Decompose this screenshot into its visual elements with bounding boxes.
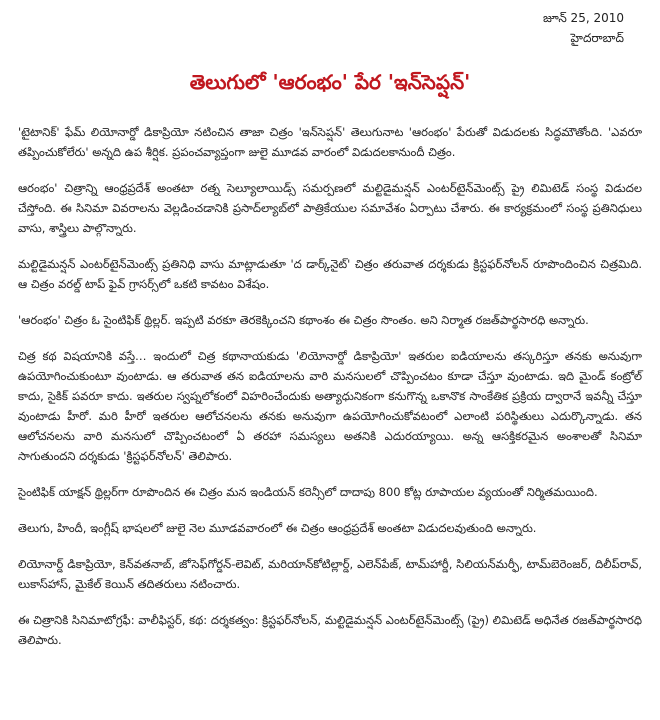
place-text: హైదరాబాద్ bbox=[570, 31, 624, 45]
article-paragraph: 'టైటానిక్' ఫేమ్ లియోనార్డో డికాప్రియో నటించిన తాజా చిత్రం 'ఇన్‌సెప్షన్' తెలుగునాట 'ఆరంభం' పేరుతో విడుదలకు సిద్ధమౌతోంది. 'ఎవరూ తప్పించుకోలేరు' అన్నది ఉప శీర్షిక. ప్రపంచవ్యాప్తంగా జులై మూడవ వారంలో విడుదలకానుందీ చిత్రం. bbox=[18, 125, 642, 159]
article-paragraph: ఆరంభం' చిత్రాన్ని ఆంధ్రప్రదేశ్ అంతటా రత్న సెల్యూలాయిడ్స్ సమర్పణలో మల్టిడైమన్షన్ ఎంటర్‌టైన్‌మెంట్స్ ప్రై లిమిటెడ్ సంస్థ విడుదల చేస్తోంది. ఈ సినిమా వివరాలను వెల్లడించడానికి ప్రసాద్‌ల్యాబ్‌లో పాత్రికేయుల సమావేశం ఏర్పాటు చేశారు. ఈ కార్యక్రమంలో సంస్థ ప్రతినిధులు వాసు, శాస్త్రిలు పాల్గొన్నారు. bbox=[18, 181, 642, 235]
article-paragraph: చిత్ర కథ విషయానికి వస్తే… ఇందులో చిత్ర కథానాయకుడు 'లియోనార్డో డికాప్రియో' ఇతరుల ఐడియాలను తస్కరిస్తూ తనకు అనువుగా ఉపయోగించుకుంటూ వుంటాడు. ఆ తరువాత తన ఐడియాలను వారి మనసులలో చొప్పించటం కూడా చేస్తూ వుంటాడు. ఇది మైండ్ కంట్రోల్ కాదు, సైకిక్ పవరూ కాదు. ఇతరుల స్వప్నలోకంలో విహరించేందుకు అత్యాధునికంగా కనుగొన్న ఒకానొక సాంకేతిక ప్రక్రియ ద్వారానే ఇవన్నీ చేస్తూ వుంటాడు హీరో. మరి హీరో ఇతరుల ఆలోచనలను తనకు అనువుగా ఉపయోగించుకోవటంలో ఎలాంటి పరిస్థితులు ఎదుర్కొన్నాడు. తన ఆలోచనలను వారి మనసులో చొప్పించటంలో ఏ తరహా సమస్యలు అతనికి ఎదురయ్యాయి. అన్న ఆసక్తికరమైన అంశాలతో సినిమా సాగుతుందని దర్శకుడు 'క్రిస్టఫర్‌నోలన్' తెలిపారు. bbox=[18, 349, 642, 463]
article-paragraph: ఈ చిత్రానికి సినిమాటోగ్రఫీ: వాలీఫిస్టర్, కథ: దర్శకత్వం: క్రిస్టఫర్‌నోలన్, మల్టిడైమన్షన్ ఎంటర్‌టైన్‌మెంట్స్ (ప్రై) లిమిటెడ్ అధినేత రజత్‌పార్థసారధి తెలిపారు. bbox=[18, 613, 642, 647]
article-paragraph: లియోనార్డ్ డికాప్రియో, కెన్‌వతనాబ్, జోసెఫ్‌గోర్డన్-లెవిట్, మరియాన్‌కోటిల్లార్డ్, ఎలెన్‌పేజ్, టామ్‌హార్డీ, సిలియన్‌మర్ఫీ, టామ్‌బెరెంజర్, దిలీప్‌రావ్, లుకాస్‌హాస్, మైకేల్ కెయిన్ తదితరులు నటించారు. bbox=[18, 557, 642, 591]
article-paragraph: 'ఆరంభం' చిత్రం ఓ సైంటిఫిక్ థ్రిల్లర్. ఇప్పటి వరకూ తెరకెక్కించని కథాంశం ఈ చిత్రం సొంతం. అని నిర్మాత రజత్‌పార్థసారధి అన్నారు. bbox=[18, 313, 589, 327]
date-text: జూన్ 25, 2010 bbox=[542, 11, 624, 25]
article-paragraph: మల్టిడైమన్షన్ ఎంటర్‌టైన్‌మెంట్స్ ప్రతినిధి వాసు మాట్లాడుతూ 'ద డార్క్‌నైట్' చిత్రం తరువాత దర్శకుడు క్రిస్టఫర్‌నోలన్ రూపొందించిన చిత్రమిది. ఆ చిత్రం వరల్డ్ టాప్ ఫైవ్ గ్రాసర్స్‌లో ఒకటి కావటం విశేషం. bbox=[18, 257, 642, 291]
article-paragraph: సైంటిఫిక్ యాక్షన్ థ్రిల్లర్‌గా రూపొందిన ఈ చిత్రం మన ఇండియన్ కరెన్సీలో దాదాపు 800 కోట్ల రూపాయల వ్యయంతో నిర్మితమయింది. bbox=[18, 485, 598, 499]
article-paragraph: తెలుగు, హిందీ, ఇంగ్లీష్ భాషలలో జులై నెల మూడవవారంలో ఈ చిత్రం ఆంధ్రప్రదేశ్ అంతటా విడుదలవుతుంది అన్నారు. bbox=[18, 521, 537, 535]
article-headline: తెలుగులో 'ఆరంభం' పేర 'ఇన్‌సెప్షన్' bbox=[189, 70, 471, 94]
dateline bbox=[543, 8, 624, 48]
article-body bbox=[18, 122, 642, 666]
